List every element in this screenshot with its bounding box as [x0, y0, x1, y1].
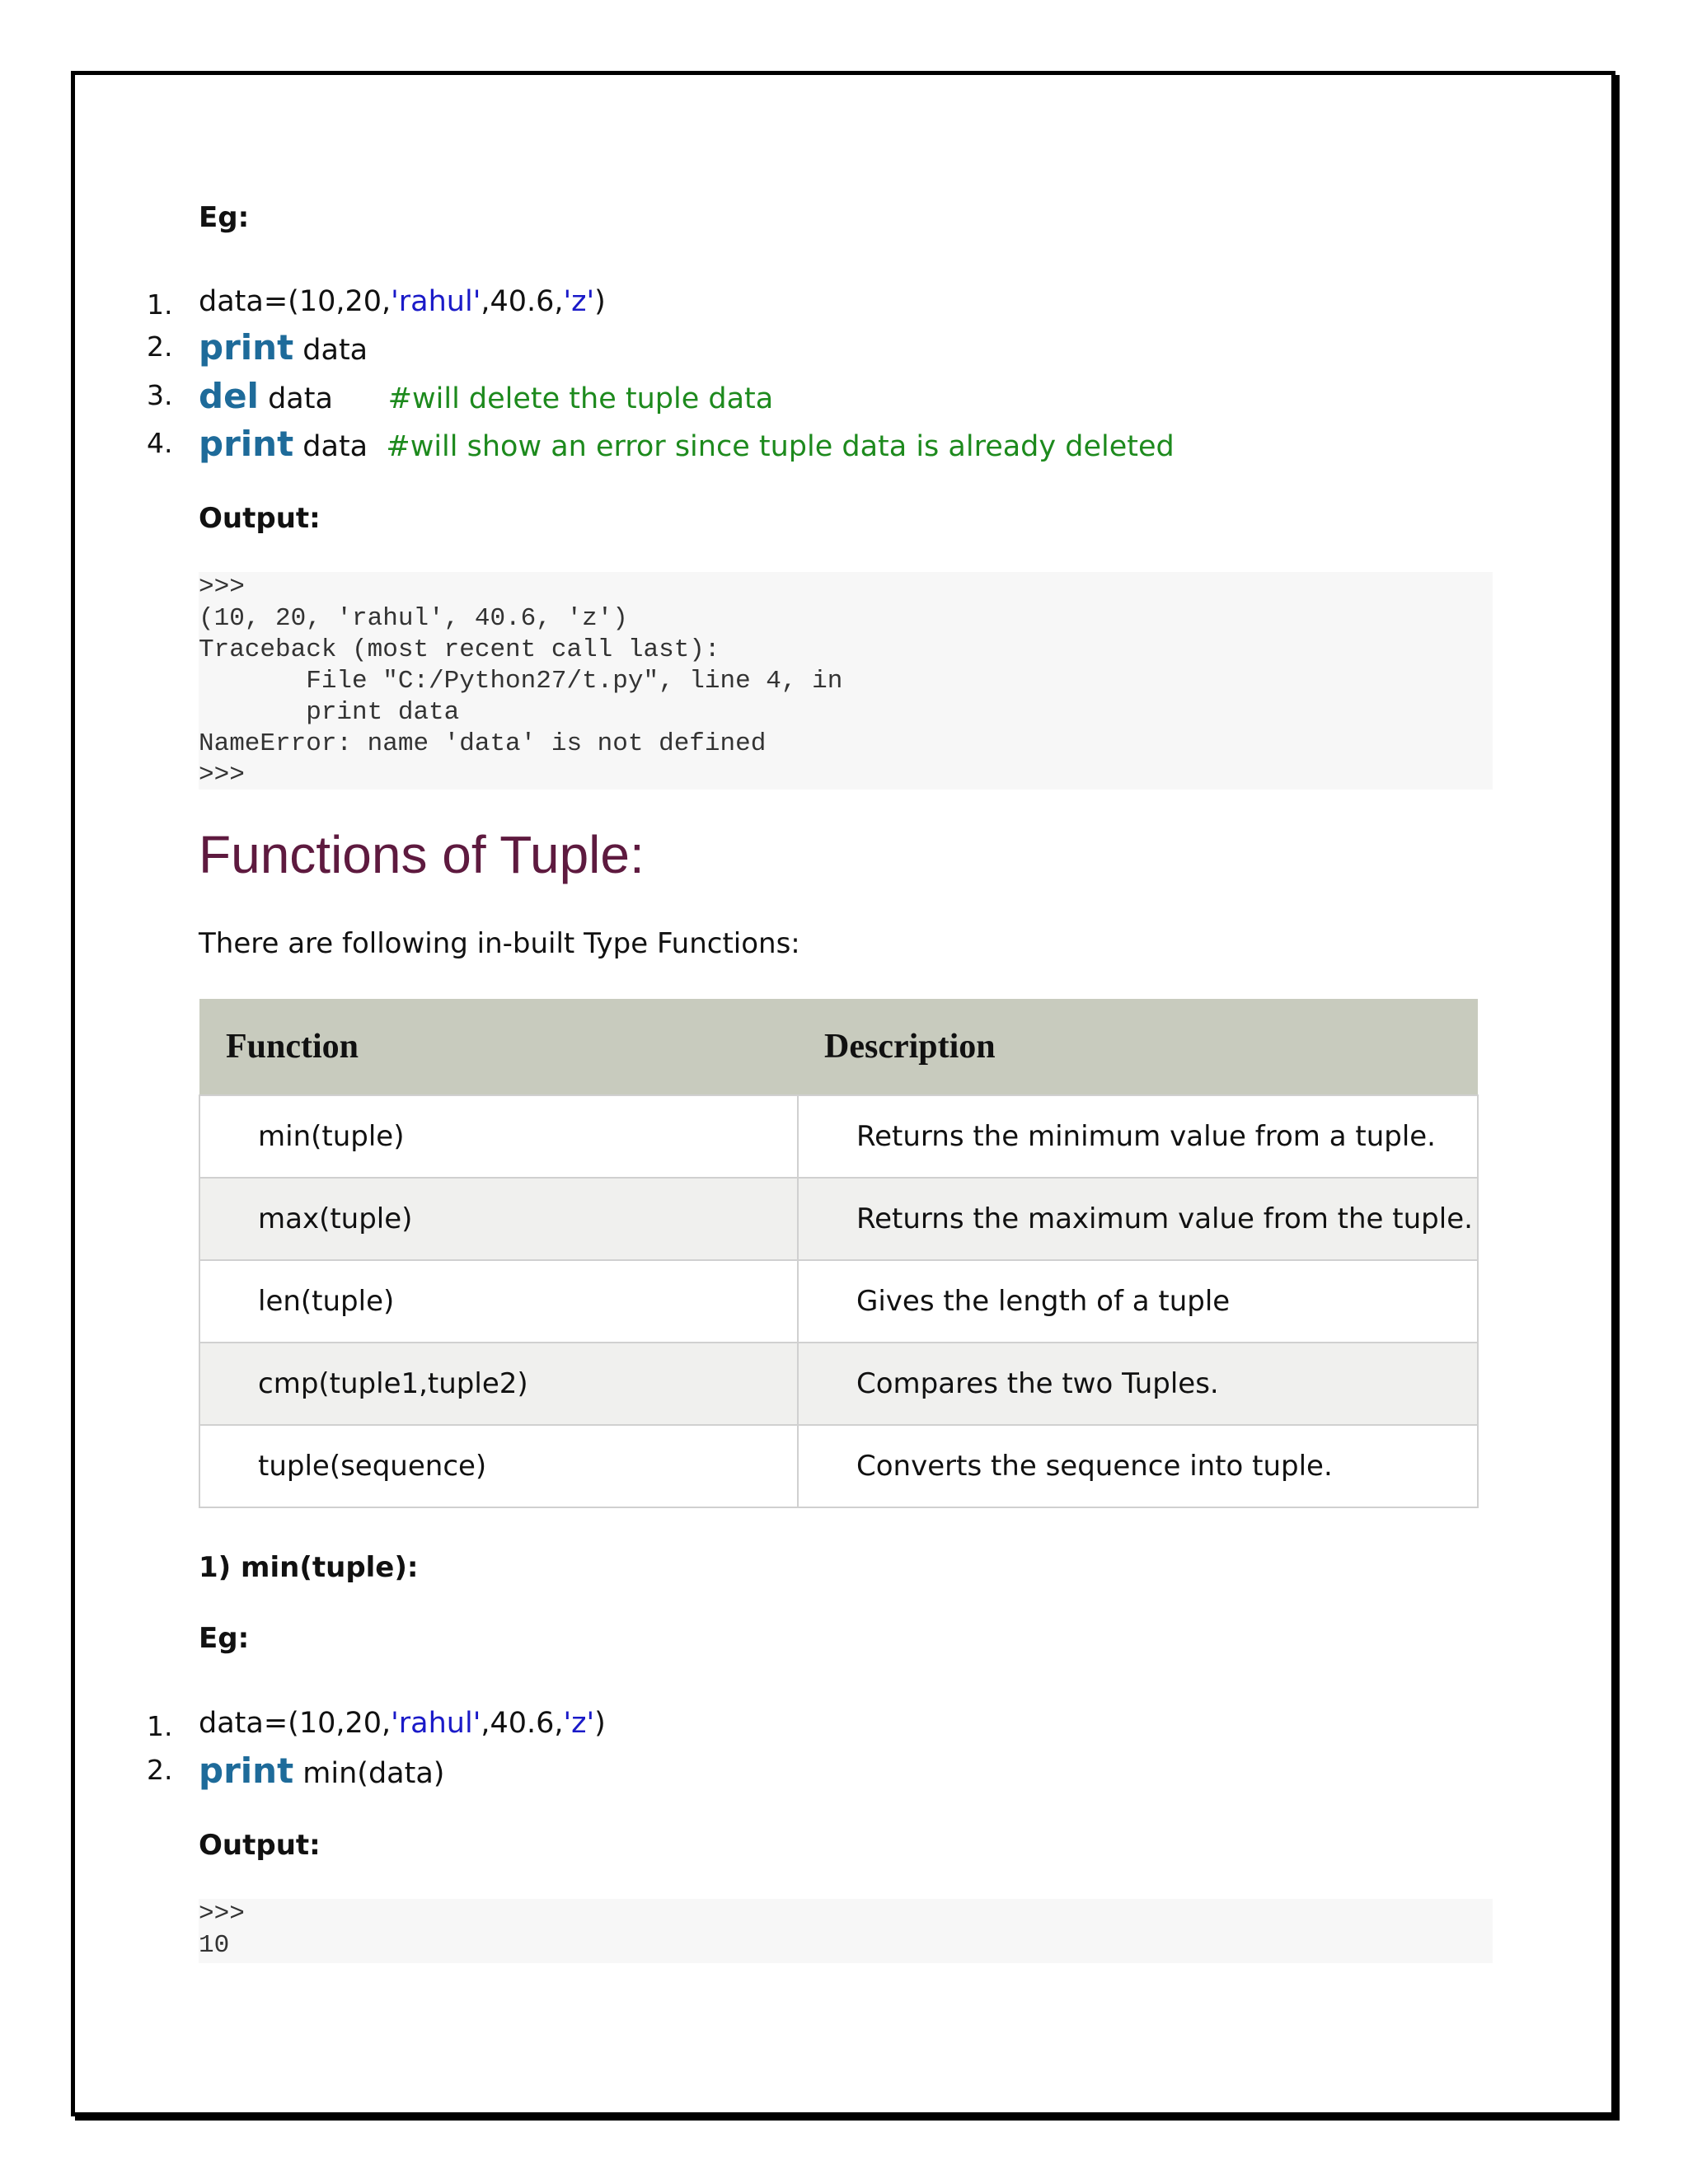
- output-line: >>>: [199, 1900, 245, 1929]
- code-text: min(data): [293, 1757, 445, 1790]
- line-number: 2.: [147, 330, 173, 363]
- output-line: File "C:/Python27/t.py", line 4, in: [199, 667, 843, 696]
- table-cell-function: max(tuple): [199, 1178, 798, 1260]
- output-box: [199, 572, 1493, 790]
- page-title: Functions of Tuple:: [199, 825, 645, 884]
- line-number: 1.: [147, 288, 173, 321]
- table-row: [199, 1260, 1478, 1343]
- output-label: Output:: [199, 502, 321, 535]
- code-comment: #will delete the tuple data: [387, 382, 774, 415]
- table-cell-function: min(tuple): [199, 1095, 798, 1178]
- code-text: data=(10,20,: [199, 1707, 392, 1740]
- code-text: ,40.6,: [481, 1707, 564, 1740]
- table-cell-description: Returns the maximum value from the tuple.: [798, 1178, 1478, 1260]
- table-row: [199, 1178, 1478, 1260]
- code-line: [199, 285, 606, 318]
- table-header-description: Description: [798, 999, 1478, 1095]
- output-line: print data: [199, 698, 460, 727]
- table-row: [199, 1095, 1478, 1178]
- table-cell-description: Returns the minimum value from a tuple.: [798, 1095, 1478, 1178]
- output-line: (10, 20, 'rahul', 40.6, 'z'): [199, 604, 628, 633]
- code-text: data: [258, 382, 388, 415]
- output-label: Output:: [199, 1829, 321, 1862]
- code-text: ): [594, 1707, 606, 1740]
- code-keyword: print: [199, 424, 294, 464]
- code-line: [199, 1707, 606, 1740]
- code-text: data: [293, 334, 368, 367]
- code-line: [199, 1750, 444, 1791]
- output-box: [199, 1899, 1493, 1963]
- table-row: [199, 1343, 1478, 1425]
- code-string: 'rahul': [391, 1707, 481, 1740]
- table-cell-description: Gives the length of a tuple: [798, 1260, 1478, 1343]
- code-keyword: print: [199, 327, 294, 368]
- code-keyword: del: [199, 376, 259, 416]
- code-text: ,40.6,: [481, 285, 564, 318]
- code-line: [199, 327, 368, 368]
- table-cell-function: tuple(sequence): [199, 1425, 798, 1507]
- eg-label: Eg:: [199, 201, 250, 234]
- table-cell-description: Compares the two Tuples.: [798, 1343, 1478, 1425]
- line-number: 1.: [147, 1710, 173, 1742]
- code-string: 'z': [563, 285, 595, 318]
- code-text: data=(10,20,: [199, 285, 392, 318]
- intro-text: There are following in-built Type Functions:: [199, 927, 800, 960]
- line-number: 4.: [147, 427, 173, 459]
- functions-table: [199, 999, 1479, 1508]
- code-line: [199, 424, 1175, 464]
- table-cell-function: len(tuple): [199, 1260, 798, 1343]
- code-string: 'z': [563, 1707, 595, 1740]
- line-number: 3.: [147, 379, 173, 411]
- code-text: data: [293, 430, 387, 463]
- line-number: 2.: [147, 1754, 173, 1786]
- code-line: [199, 376, 773, 416]
- eg-label: Eg:: [199, 1622, 250, 1655]
- output-line: >>>: [199, 761, 245, 790]
- output-line: NameError: name 'data' is not defined: [199, 729, 767, 758]
- table-cell-description: Converts the sequence into tuple.: [798, 1425, 1478, 1507]
- code-keyword: print: [199, 1750, 294, 1791]
- output-line: >>>: [199, 573, 245, 602]
- code-string: 'rahul': [391, 285, 481, 318]
- output-line: Traceback (most recent call last):: [199, 635, 720, 664]
- subsection-title: 1) min(tuple):: [199, 1551, 419, 1584]
- code-comment: #will show an error since tuple data is already deleted: [386, 430, 1175, 463]
- table-cell-function: cmp(tuple1,tuple2): [199, 1343, 798, 1425]
- table-row: [199, 1425, 1478, 1507]
- table-header-function: Function: [199, 999, 798, 1095]
- output-line: 10: [199, 1931, 230, 1960]
- code-text: ): [594, 285, 606, 318]
